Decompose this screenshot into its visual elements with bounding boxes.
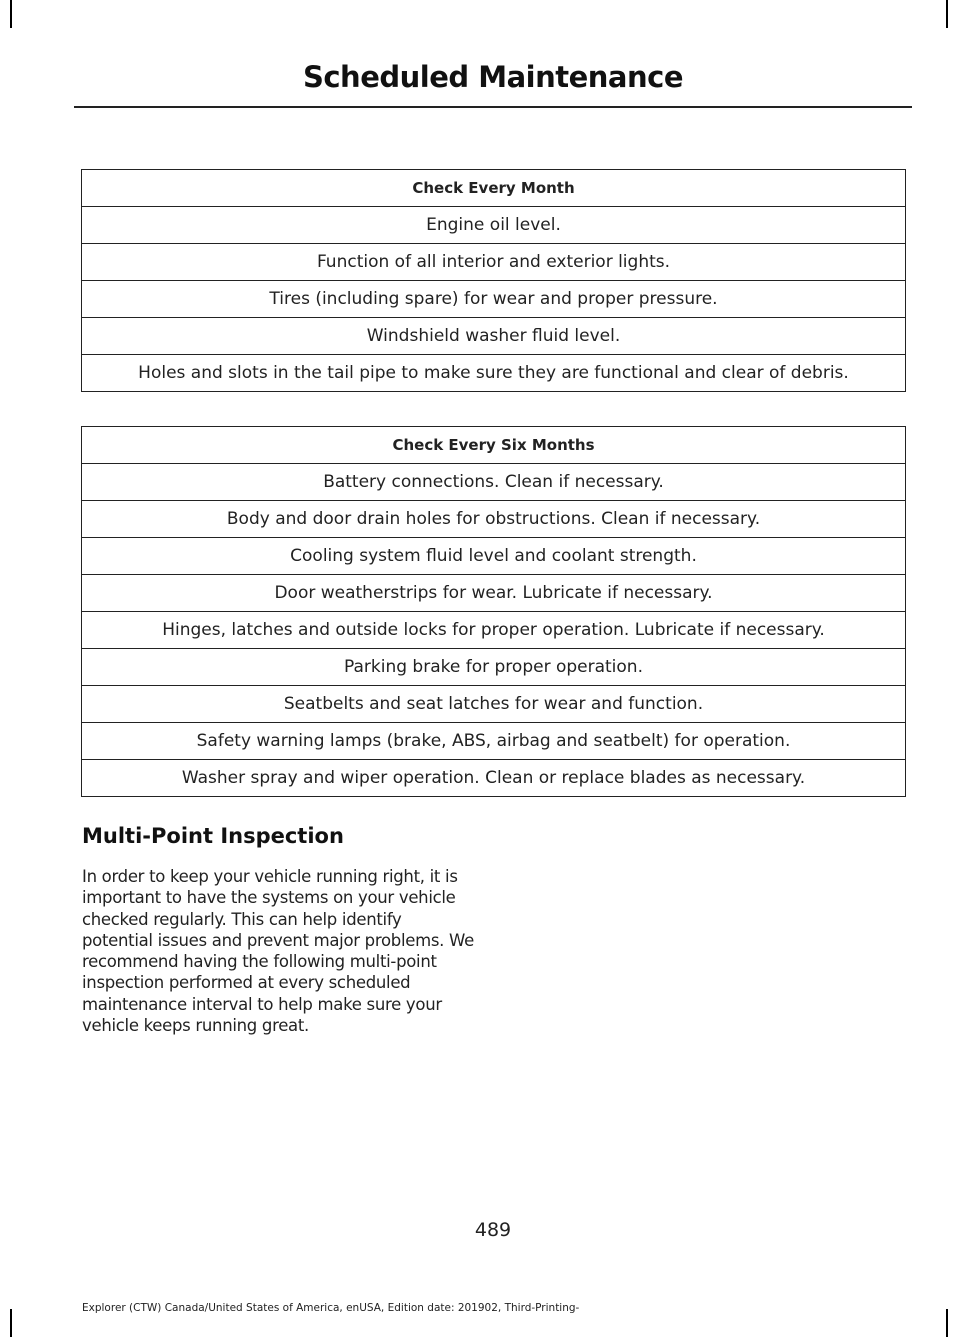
table-row xyxy=(82,612,906,649)
table-header: Check Every Six Months xyxy=(82,427,906,464)
crop-mark xyxy=(10,1309,12,1337)
table-row xyxy=(82,318,906,355)
table-row xyxy=(82,760,906,797)
table-cell: Body and door drain holes for obstructions. Clean if necessary. xyxy=(82,501,906,538)
table-row xyxy=(82,723,906,760)
table-cell: Hinges, latches and outside locks for proper operation. Lubricate if necessary. xyxy=(82,612,906,649)
page-number: 489 xyxy=(474,1219,512,1241)
table-cell: Washer spray and wiper operation. Clean or replace blades as necessary. xyxy=(82,760,906,797)
section-heading: Multi-Point Inspection xyxy=(82,824,344,848)
table-cell: Function of all interior and exterior lights. xyxy=(82,244,906,281)
table-cell: Safety warning lamps (brake, ABS, airbag and seatbelt) for operation. xyxy=(82,723,906,760)
table-row xyxy=(82,244,906,281)
table-header: Check Every Month xyxy=(82,170,906,207)
table-cell: Battery connections. Clean if necessary. xyxy=(82,464,906,501)
body-paragraph: In order to keep your vehicle running right, it is important to have the systems on your vehicle checked regularly. This can help identify potential issues and prevent major problems. We recommend having the following multi-point inspection performed at every scheduled maintenance interval to help make sure your vehicle keeps running great. xyxy=(82,867,474,1036)
title-divider xyxy=(74,106,912,108)
crop-mark xyxy=(946,1309,948,1337)
table-row xyxy=(82,464,906,501)
footer-text: Explorer (CTW) Canada/United States of America, enUSA, Edition date: 201902, Third-Printing- xyxy=(82,1302,580,1314)
page-title: Scheduled Maintenance xyxy=(302,60,684,94)
table-row xyxy=(82,649,906,686)
table-cell: Parking brake for proper operation. xyxy=(82,649,906,686)
table-cell: Holes and slots in the tail pipe to make sure they are functional and clear of debris. xyxy=(82,355,906,392)
table-cell: Windshield washer fluid level. xyxy=(82,318,906,355)
crop-mark xyxy=(10,0,12,28)
table-cell: Door weatherstrips for wear. Lubricate if necessary. xyxy=(82,575,906,612)
table-row xyxy=(82,281,906,318)
table-row xyxy=(82,686,906,723)
table-row xyxy=(82,501,906,538)
table-cell: Engine oil level. xyxy=(82,207,906,244)
six-month-check-table xyxy=(81,426,906,797)
table-cell: Tires (including spare) for wear and proper pressure. xyxy=(82,281,906,318)
table-cell: Seatbelts and seat latches for wear and function. xyxy=(82,686,906,723)
crop-mark xyxy=(946,0,948,28)
table-row xyxy=(82,207,906,244)
table-row xyxy=(82,355,906,392)
table-row xyxy=(82,575,906,612)
table-row xyxy=(82,538,906,575)
monthly-check-table xyxy=(81,169,906,392)
table-cell: Cooling system fluid level and coolant strength. xyxy=(82,538,906,575)
